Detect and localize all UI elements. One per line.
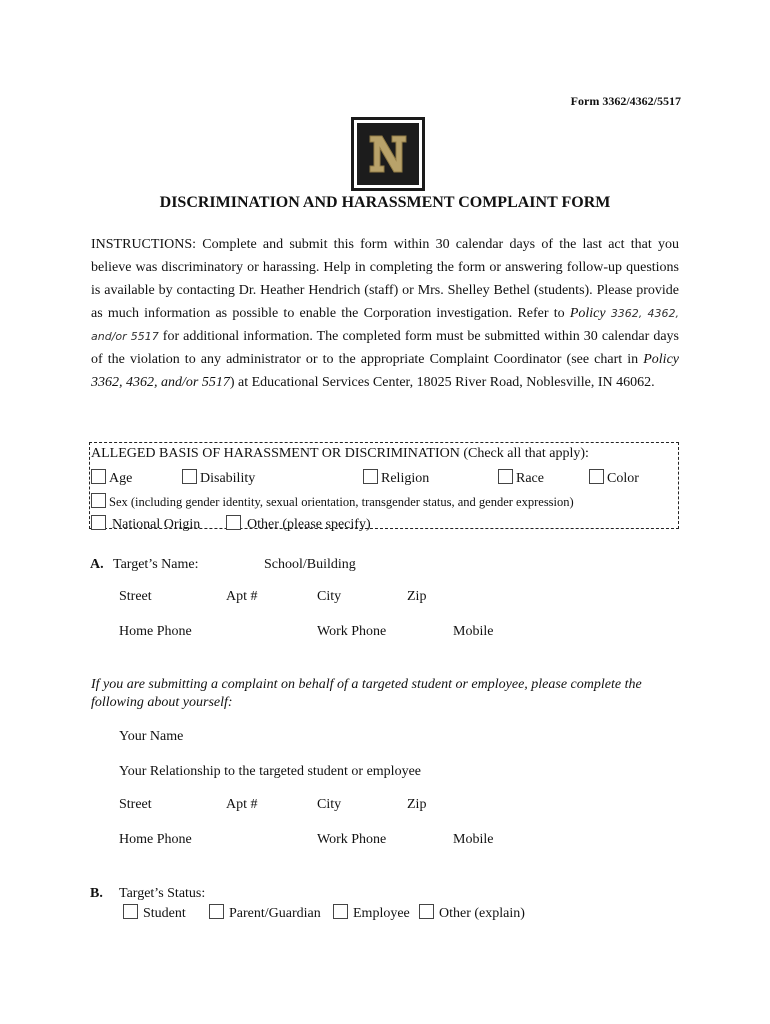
national-origin-label: National Origin bbox=[112, 517, 201, 532]
age-label: Age bbox=[109, 471, 133, 486]
section-a-letter: A. bbox=[90, 557, 104, 572]
your-street-label: Street bbox=[119, 797, 152, 812]
target-apt-label: Apt # bbox=[226, 589, 258, 604]
your-apt-label: Apt # bbox=[226, 797, 258, 812]
section-b-letter: B. bbox=[90, 886, 103, 901]
sex-checkbox[interactable] bbox=[91, 493, 106, 508]
employee-checkbox[interactable] bbox=[333, 904, 348, 919]
basis-religion[interactable] bbox=[363, 469, 429, 487]
religion-label: Religion bbox=[381, 471, 430, 486]
instructions-paragraph bbox=[91, 233, 679, 394]
target-zip-label: Zip bbox=[407, 589, 427, 604]
behalf-note: If you are submitting a complaint on behalf of a targeted student or employee, please complete the following about yourself: bbox=[91, 677, 642, 710]
other-checkbox[interactable] bbox=[226, 515, 241, 530]
target-street-label: Street bbox=[119, 589, 152, 604]
status-parent[interactable] bbox=[209, 904, 321, 922]
color-label: Color bbox=[607, 471, 639, 486]
student-checkbox[interactable] bbox=[123, 904, 138, 919]
parent-label: Parent/Guardian bbox=[229, 906, 321, 921]
race-label: Race bbox=[516, 471, 544, 486]
relationship-label: Your Relationship to the targeted student or employee bbox=[119, 764, 421, 779]
policy-reference: Policy 3362, 4362, and/or 5517 bbox=[91, 352, 679, 390]
your-zip-label: Zip bbox=[407, 797, 427, 812]
parent-checkbox[interactable] bbox=[209, 904, 224, 919]
instructions-text-3: ) at Educational Services Center, 18025 River Road, Noblesville, IN 46062. bbox=[229, 375, 655, 390]
basis-race[interactable] bbox=[498, 469, 544, 487]
employee-label: Employee bbox=[353, 906, 410, 921]
basis-national-origin[interactable] bbox=[91, 515, 200, 533]
status-other-checkbox[interactable] bbox=[419, 904, 434, 919]
other-label: Other (please specify) bbox=[247, 517, 371, 532]
policy-label: Policy bbox=[569, 306, 606, 321]
status-other[interactable] bbox=[419, 904, 525, 922]
student-label: Student bbox=[143, 906, 186, 921]
status-employee[interactable] bbox=[333, 904, 410, 922]
form-number: Form 3362/4362/5517 bbox=[570, 94, 681, 108]
target-city-label: City bbox=[317, 589, 342, 604]
status-other-label: Other (explain) bbox=[439, 906, 525, 921]
school-building-label: School/Building bbox=[264, 557, 356, 572]
target-name-label: Target’s Name: bbox=[113, 557, 199, 572]
your-name-label: Your Name bbox=[119, 729, 184, 744]
your-mobile-label: Mobile bbox=[453, 832, 494, 847]
your-home-phone-label: Home Phone bbox=[119, 832, 192, 847]
disability-label: Disability bbox=[200, 471, 256, 486]
basis-other[interactable] bbox=[226, 515, 371, 533]
age-checkbox[interactable] bbox=[91, 469, 106, 484]
your-work-phone-label: Work Phone bbox=[317, 832, 387, 847]
target-status-label: Target’s Status: bbox=[119, 886, 206, 901]
status-student[interactable] bbox=[123, 904, 186, 922]
national-origin-checkbox[interactable] bbox=[91, 515, 106, 530]
disability-checkbox[interactable] bbox=[182, 469, 197, 484]
basis-sex[interactable] bbox=[91, 493, 574, 510]
instructions-text-1: INSTRUCTIONS: Complete and submit this form within 30 calendar days of the last act that you believe was discriminatory or harassing. Help in completing the form or answering follow-up questions is available by contacting Dr. Heather Hendrich (staff) or Mrs. Shelley Bethel (students). Please provide as much information as possible to enable the Corporation investigation. Refer to bbox=[91, 237, 679, 321]
your-city-label: City bbox=[317, 797, 342, 812]
sex-label: Sex (including gender identity, sexual orientation, transgender status, and gender expression) bbox=[109, 495, 574, 509]
target-work-phone-label: Work Phone bbox=[317, 624, 387, 639]
logo-n-icon bbox=[366, 132, 410, 176]
policy-numbers: 3362, 4362, and/or 5517 bbox=[91, 307, 679, 343]
race-checkbox[interactable] bbox=[498, 469, 513, 484]
basis-disability[interactable] bbox=[182, 469, 255, 487]
target-mobile-label: Mobile bbox=[453, 624, 494, 639]
basis-heading: ALLEGED BASIS OF HARASSMENT OR DISCRIMINATION (Check all that apply): bbox=[91, 446, 589, 461]
religion-checkbox[interactable] bbox=[363, 469, 378, 484]
school-logo bbox=[351, 117, 425, 191]
color-checkbox[interactable] bbox=[589, 469, 604, 484]
form-title: DISCRIMINATION AND HARASSMENT COMPLAINT FORM bbox=[159, 194, 611, 211]
basis-color[interactable] bbox=[589, 469, 639, 487]
instructions-text-2: for additional information. The completed form must be submitted within 30 calendar days of the violation to any administrator or to the appropriate Complaint Coordinator (see chart in bbox=[91, 329, 679, 367]
target-home-phone-label: Home Phone bbox=[119, 624, 192, 639]
basis-age[interactable] bbox=[91, 469, 132, 487]
